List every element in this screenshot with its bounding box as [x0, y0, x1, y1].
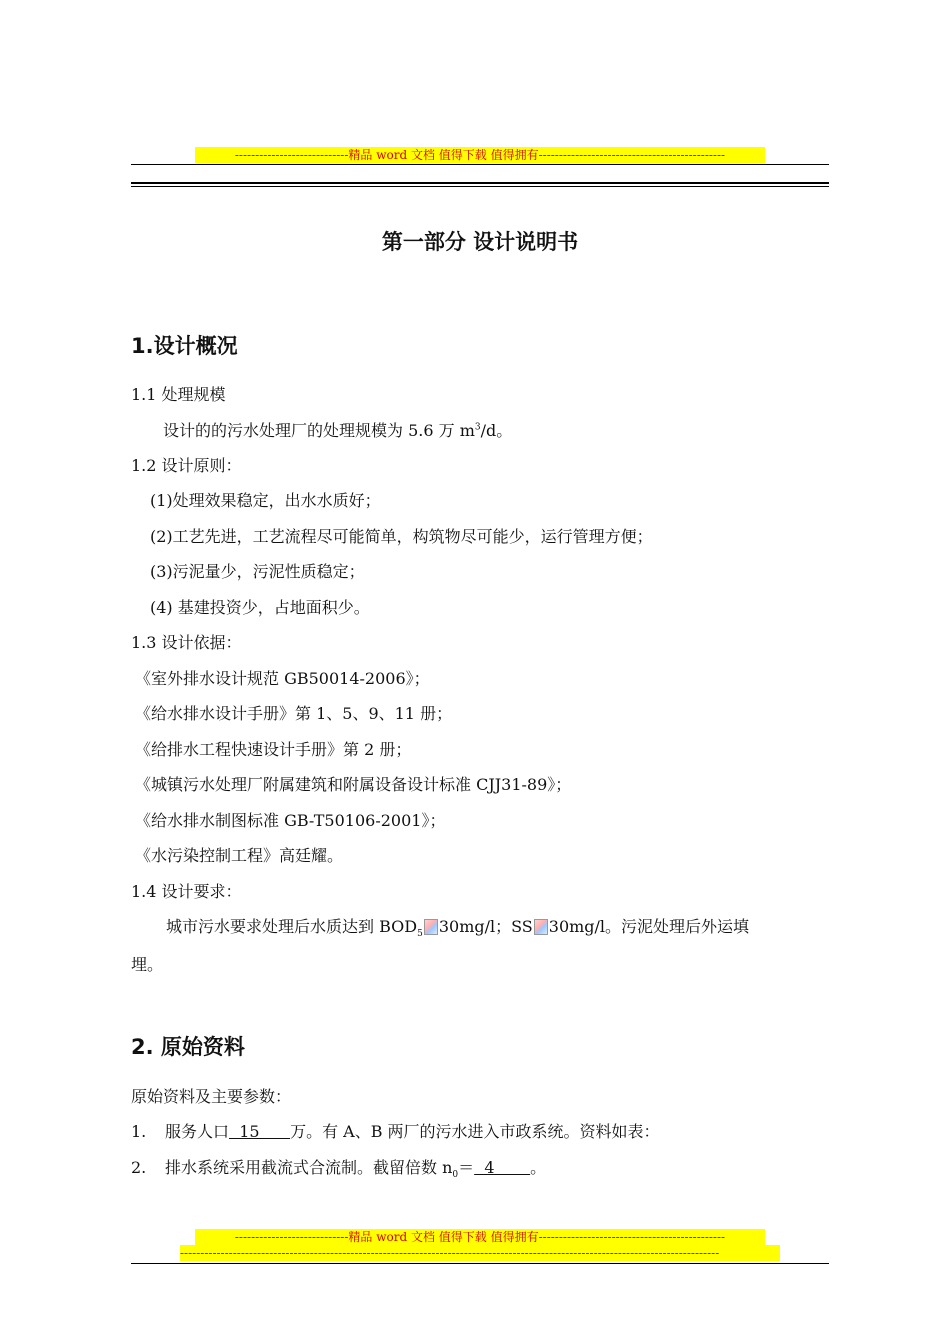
header-rule-top: [131, 164, 829, 165]
subheading-1-3: 1.3 设计依据：: [131, 633, 242, 652]
section-2-heading: 2. 原始资料: [131, 1035, 245, 1059]
reference-item: 《水污染控制工程》高廷耀。: [135, 846, 344, 865]
item2-text-b: ＝: [458, 1158, 475, 1177]
leq-symbol-icon: [424, 919, 438, 935]
requirement-text-a: 城市污水要求处理后水质达到 BOD: [166, 917, 418, 936]
list-item: [131, 1119, 660, 1142]
principle-item: (1)处理效果稳定，出水水质好；: [150, 491, 381, 510]
header-rule-double-2: [131, 186, 829, 187]
subheading-1-1: 1.1 处理规模: [131, 385, 226, 404]
footer-banner: ----------------------------精品 word 文档 值得下载 值得拥有----------------------------------------------: [195, 1229, 765, 1245]
principle-item: (4) 基建投资少，占地面积少。: [150, 598, 370, 617]
item2-text-c: 。: [530, 1158, 547, 1177]
reference-item: 《室外排水设计规范 GB50014-2006》；: [135, 669, 430, 688]
scale-text-b: /d。: [480, 421, 513, 440]
section-2-intro: 原始资料及主要参数：: [131, 1087, 292, 1106]
item1-text-a: 服务人口: [165, 1122, 230, 1141]
footer-dashes: -------------------------------------------------------------------------------------------------------------------------------------: [180, 1245, 780, 1261]
principle-item: (2)工艺先进，工艺流程尽可能简单，构筑物尽可能少，运行管理方便；: [150, 527, 653, 546]
requirement-text-cont: 埋。: [131, 955, 164, 974]
subheading-1-4: 1.4 设计要求：: [131, 882, 242, 901]
requirement-text: [166, 914, 749, 939]
page-title: 第一部分 设计说明书: [381, 230, 579, 254]
scale-text-a: 设计的的污水处理厂的处理规模为 5.6 万 m: [163, 421, 475, 440]
footer-rule: [131, 1263, 829, 1264]
header-rule-double-1: [131, 182, 829, 184]
population-value: 15: [229, 1122, 291, 1141]
item2-text-a: 排水系统采用截流式合流制。截留倍数 n: [165, 1158, 453, 1177]
section-1-heading: 1.设计概况: [131, 334, 238, 358]
reference-item: 《给水排水设计手册》第 1、5、9、11 册；: [135, 704, 453, 723]
requirement-text-c: 30mg/l。污泥处理后外运填: [548, 917, 750, 936]
scale-text: [163, 418, 512, 441]
header-banner: ----------------------------精品 word 文档 值得下载 值得拥有----------------------------------------------: [195, 147, 765, 163]
requirement-text-b: 30mg/l；SS: [438, 917, 533, 936]
subheading-1-2: 1.2 设计原则：: [131, 456, 242, 475]
reference-item: 《给水排水制图标准 GB-T50106-2001》；: [135, 811, 446, 830]
reference-item: 《城镇污水处理厂附属建筑和附属设备设计标准 CJJ31-89》；: [135, 775, 572, 794]
list-number: 1.: [131, 1122, 147, 1141]
list-item: [131, 1155, 546, 1180]
requirement-sub: 5: [417, 929, 423, 940]
scale-text-sup: 3: [474, 422, 481, 433]
list-number: 2.: [131, 1158, 147, 1177]
item1-text-b: 万。有 A、B 两厂的污水进入市政系统。资料如表：: [290, 1122, 660, 1141]
reference-item: 《给排水工程快速设计手册》第 2 册；: [135, 740, 412, 759]
principle-item: (3)污泥量少，污泥性质稳定；: [150, 562, 365, 581]
item2-sub: 0: [452, 1170, 459, 1181]
interception-ratio-value: 4: [474, 1158, 531, 1177]
leq-symbol-icon: [534, 919, 548, 935]
